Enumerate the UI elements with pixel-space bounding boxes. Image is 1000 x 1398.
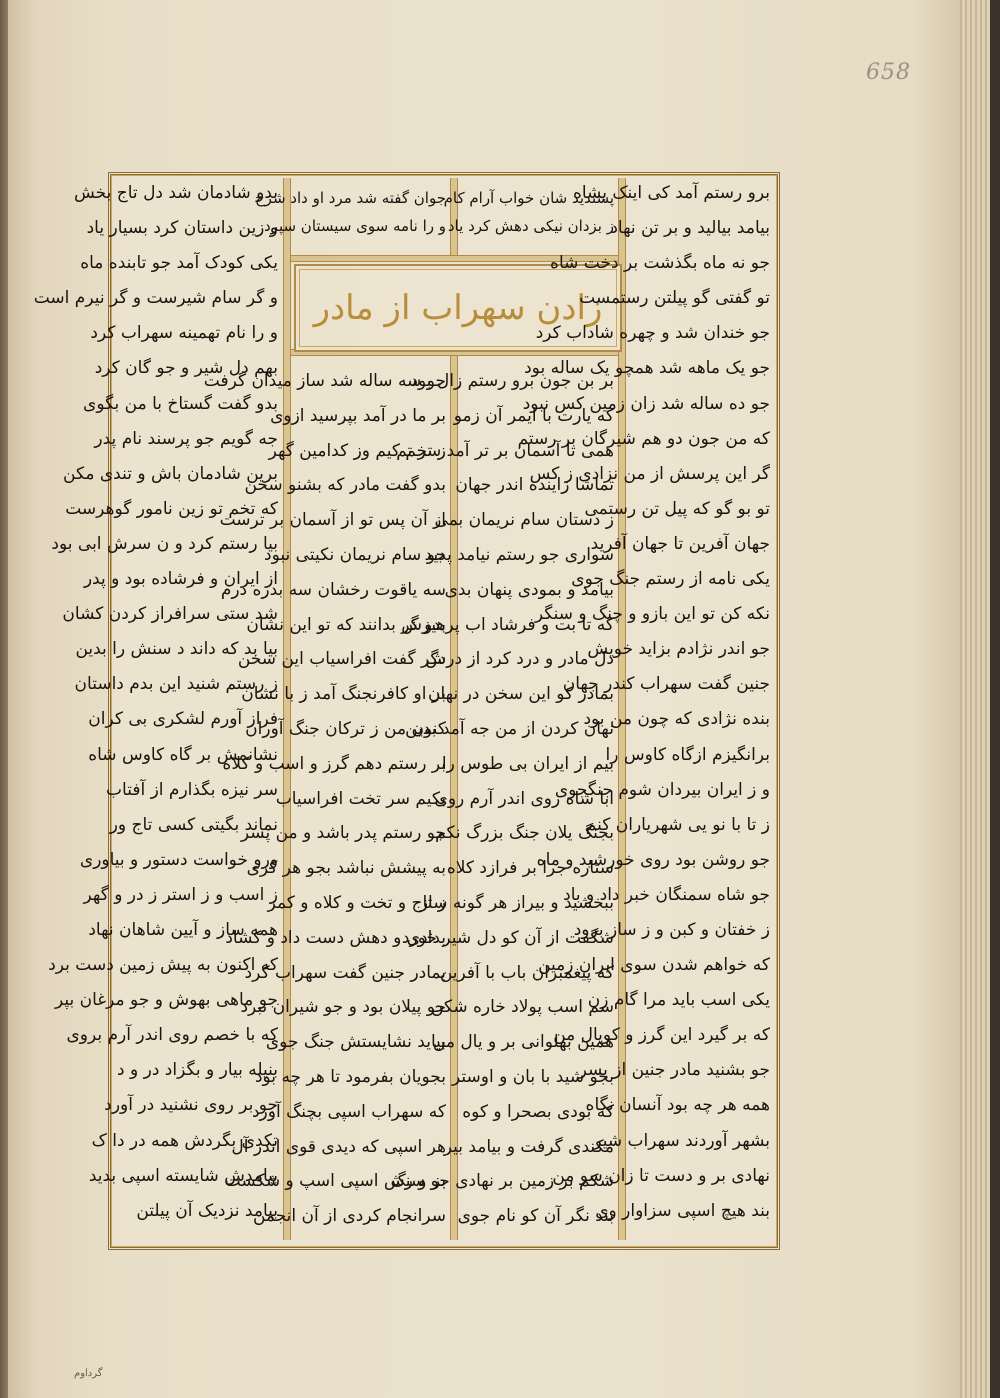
verse-line: که یارت با ایمر آن زمو [453, 405, 614, 426]
verse-line: جو بشنید مادر جنین از پسر [578, 1060, 770, 1081]
verse-line: سه یاقوت رخشان سه بدره درم [220, 579, 446, 600]
verse-line: بیا بد که داند د سنش را بدین [75, 639, 278, 660]
verse-line: یکی نامه از رستم جنگ جوی [571, 569, 770, 590]
verse-line: جو سه ساله شد ساز میدان گرفت [203, 371, 446, 391]
verse-line: از آن پس تو از آسمان بر ترست [219, 510, 446, 531]
verse-line: همه ساز و آیین شاهان نهاد [88, 919, 278, 940]
verse-line: سرانجام کردی از آن انجمن [252, 1206, 446, 1227]
verse-line: جو پیلان بود و جو شیران نبرد [240, 997, 446, 1018]
verse-line: بیامدش شایسته اسپی بدید [88, 1165, 278, 1186]
verse-line: که بودی بصحرا و کوه [462, 1101, 614, 1122]
verse-line: ز بزدان نیکی دهش کرد یاد [447, 217, 614, 235]
verse-line: بند نگر آن کو نام جوی [457, 1206, 614, 1227]
verse-line: جوان گفته شد مرد او داد شرح [254, 189, 446, 207]
verse-line: بجویان بفرمود تا هر چه بود [254, 1066, 446, 1087]
verse-line: جو روشن بود روی خورشید و ماه [536, 849, 770, 870]
verse-line: که تخم تو زین نامور گوهرست [65, 498, 278, 519]
verse-line: بدادی و دهش دست داد و کشاد [225, 927, 446, 948]
verse-line: به پیشش نباشد بجو هر کری [246, 858, 446, 879]
verse-line: بهم دل شیر و جو گان کرد [94, 358, 278, 379]
verse-line: جو یک ماهه شد همچو یک ساله بود [524, 358, 770, 379]
verse-line: برانگیزم ازگاه کاوس را [605, 744, 770, 765]
verse-line: بجنگ یلان جنگ بزرگ نکم [435, 823, 614, 844]
verse-line: بجو شید با بان و اوستر [451, 1066, 614, 1087]
verse-line: مکندی گرفت و بیامد بیر [443, 1136, 614, 1157]
verse-line: که با خصم روی اندر آرم بروی [66, 1025, 278, 1046]
verse-line: نماند بگیتی کسی تاج ور [109, 814, 278, 835]
verse-line: و را نام تهمینه سهراب کرد [90, 323, 278, 344]
verse-line: نکه کن تو این بازو و چنگ و سنگر [534, 604, 770, 625]
verse-line: که پیغمبران باب با آفرین [439, 962, 614, 983]
verse-line: جنین گفت سهراب کندر جهان [562, 674, 770, 695]
verse-line: یکی کودک آمد جو تابنده ماه [80, 253, 278, 274]
verse-line: تو گفتی گو پیلتن رستمست [579, 288, 770, 309]
verse-line: جو نه ماه بگذشت بر دخت شاه [550, 253, 770, 274]
verse-line: ز خفتان و کبن و ز ساز برود [573, 919, 770, 940]
verse-line: نهادی بر و دست تا زان سو من [552, 1165, 770, 1186]
verse-line: که تا بت و فرشاد اب پرهیزش [401, 614, 614, 635]
verse-line: دل مادر و درد کرد از درش [425, 649, 614, 670]
verse-line: بدو گفت گستاخ با من بگوی [83, 393, 278, 414]
verse-line: که سهراب اسپی بچنگ آورد [251, 1101, 446, 1122]
verse-line: و گر سام شیرست و گر نیرم است [33, 288, 278, 309]
verse-line: بیا رستم کرد و ن سرش ابی بود [51, 533, 278, 554]
verse-line: بر او کافرنجنگ آمد ز با نشان [241, 684, 446, 705]
verse-line: سواری جو رستم نیامد پدید [424, 544, 614, 565]
verse-line: برو رستم آمد کی اینک بشاه [572, 183, 770, 203]
verse-line: شد ستی سرافراز کردن کشان [62, 604, 278, 625]
chapter-heading: زادن سهراب از مادر [294, 264, 622, 352]
verse-line: نهان کردن از من جه آمد بدین [405, 718, 614, 739]
verse-line: سر نیزه بگذارم از آفتاب [106, 779, 278, 800]
verse-line: جو اندر نژادم بزاید خویش [587, 639, 770, 660]
verse-line: ز تاج و تخت و کلاه و کمر [267, 892, 446, 913]
verse-line: شگفت از آن کو دل شیر خورد [401, 927, 614, 948]
text-column-left [33, 176, 278, 1229]
verse-line: بیم از ایران بی طوس را [441, 753, 614, 774]
verse-line: و زین داستان کرد بسیار یاد [86, 218, 278, 239]
verse-line: تماشا زاینده اندر جهان [455, 475, 614, 496]
verse-line: جهان آفرین تا جهان آفرید [590, 533, 770, 554]
verse-line: جو ده ساله شد زان زمین کس نبود [522, 393, 770, 414]
verse-line: که اکنون به پیش زمین دست برد [48, 955, 278, 976]
verse-line: فراز آورم لشکری بی کران [88, 709, 278, 730]
verse-line: بمادر کو این سخن در نهان [428, 684, 614, 705]
verse-line: جو رستم پدر باشد و من پسر [240, 823, 446, 844]
verse-line: بر بن جون برو رستم زال بود [410, 371, 614, 391]
verse-line: کنون من ز ترکان جنگ آوران [245, 718, 446, 739]
verse-line: گر این پرسش از من نزادی ز کس [529, 463, 770, 484]
verse-line: ستاره جرا بر فرازد کلاه [446, 858, 614, 879]
verse-line: تو بو گو که پیل تن رستمی [584, 498, 770, 519]
verse-line: بر ما در آمد بپرسید ازوی [270, 405, 446, 426]
verse-line: ز رستم شنید این بدم داستان [74, 674, 278, 695]
verse-line: همی تا آسمان بر تر آمد سر تم [396, 440, 614, 461]
verse-line: و را نامه سوی سیستان سپرد [263, 217, 446, 235]
verse-line: که بر گیرد این گرز و کوپال من [553, 1025, 770, 1046]
verse-line: بدو شادمان شد دل تاج بخش [74, 183, 278, 203]
verse-line: بیامد نزدیک آن پیلتن [136, 1200, 278, 1221]
verse-line: برین شادمان باش و تندی مکن [63, 463, 278, 484]
verse-line: ز تا با نو یی شهریاران کنم [585, 814, 770, 835]
verse-line: جو ماهی بهوش و جو مرغان بپر [54, 990, 278, 1011]
text-column-center-right [390, 364, 614, 1234]
verse-line: بیامد بیالید و بر تن نهاد [610, 218, 770, 239]
verse-line: ز اسب و ز استر ز در و گهر [83, 884, 278, 905]
verse-line: شکم بر زمین بر نهادی جو سنگ [390, 1171, 614, 1192]
verse-line: بمادر جنین گفت سهراب کرد [244, 962, 446, 983]
verse-line: یکی اسب باید مرا گام زن [587, 990, 770, 1011]
top-panel-left [254, 184, 446, 240]
verse-line: جو بر روی نشنید در آورد [104, 1095, 278, 1116]
verse-line: جه گویم جو پرسند نام پدر [94, 428, 278, 449]
verse-line: پسندید شان خواب آرام کام [443, 189, 614, 207]
verse-line: نشانمش بر گاه کاوس شاه [88, 744, 278, 765]
verse-line: بدو گر بدانند که تو این نشان [246, 614, 446, 635]
verse-line: بند هیچ اسپی سزاوار وی [595, 1200, 770, 1221]
verse-line: جو شاه سمنگان خبر داد و باد [563, 884, 770, 905]
verse-line: از ایران و فرشاده بود و پدر [83, 569, 278, 590]
verse-line: بکیم سر تخت افراسیاب [275, 788, 446, 809]
verse-line: که خواهم شدن سوی ایران زمین [538, 955, 770, 976]
verse-line: بیامد و بمودی پنهان بدی [444, 579, 614, 600]
verse-line: دگر گفت افراسیاب این سخن [237, 649, 446, 670]
verse-line: هر اسپی که دیدی قوی اندر آل [231, 1136, 446, 1157]
verse-line: تکدی بگردش همه در دا ک [91, 1130, 278, 1151]
verse-line: بز و رش اسپی اسپ و شکست [224, 1171, 446, 1192]
verse-line: ز دستان سام نریمان بمی [434, 510, 614, 531]
folio-number: 658 [866, 60, 911, 85]
verse-line: جو سام نریمان نکیتی نبود [264, 544, 446, 565]
verse-line: بدو گفت مادر که بشنو سخن [244, 475, 446, 496]
verse-line: ز تخم کیم وز کدامین گهر [268, 440, 446, 461]
verse-line: بنده نژادی که چون من بود [583, 709, 770, 730]
verse-line: ببخشید و بیراز هر گونه ساز [419, 892, 614, 913]
verse-line: بشهر آوردند سهراب شیر [593, 1130, 770, 1151]
verse-line: و ز ایران بیردان شوم جنگجوی [554, 779, 770, 800]
verse-line: همه هر چه بود آنسان نگاه [585, 1095, 770, 1116]
verse-line: بنیله بیار و بگزاد در و د [117, 1060, 278, 1081]
verse-line: همین بهلوانی بر و یال من [432, 1032, 614, 1053]
verse-line: بیاید نشایستش جنگ جوی [265, 1032, 446, 1053]
verse-line: بر رستم دهم گرز و اسب و کلاه [222, 753, 446, 774]
page-edges [960, 0, 990, 1398]
verse-line: ورو خواست دستور و بیاوری [79, 849, 278, 870]
verse-line: که من جون دو هم شیرگان بر رستم [517, 428, 770, 449]
verse-line: جو خندان شد و چهره شاداب کرد [535, 323, 770, 344]
bottom-note: گرداوم [74, 1368, 103, 1379]
verse-line: سم اسب پولاد خاره شکن [431, 997, 614, 1018]
verse-line: ابا شاه روی اندر آرم روی [434, 788, 614, 809]
